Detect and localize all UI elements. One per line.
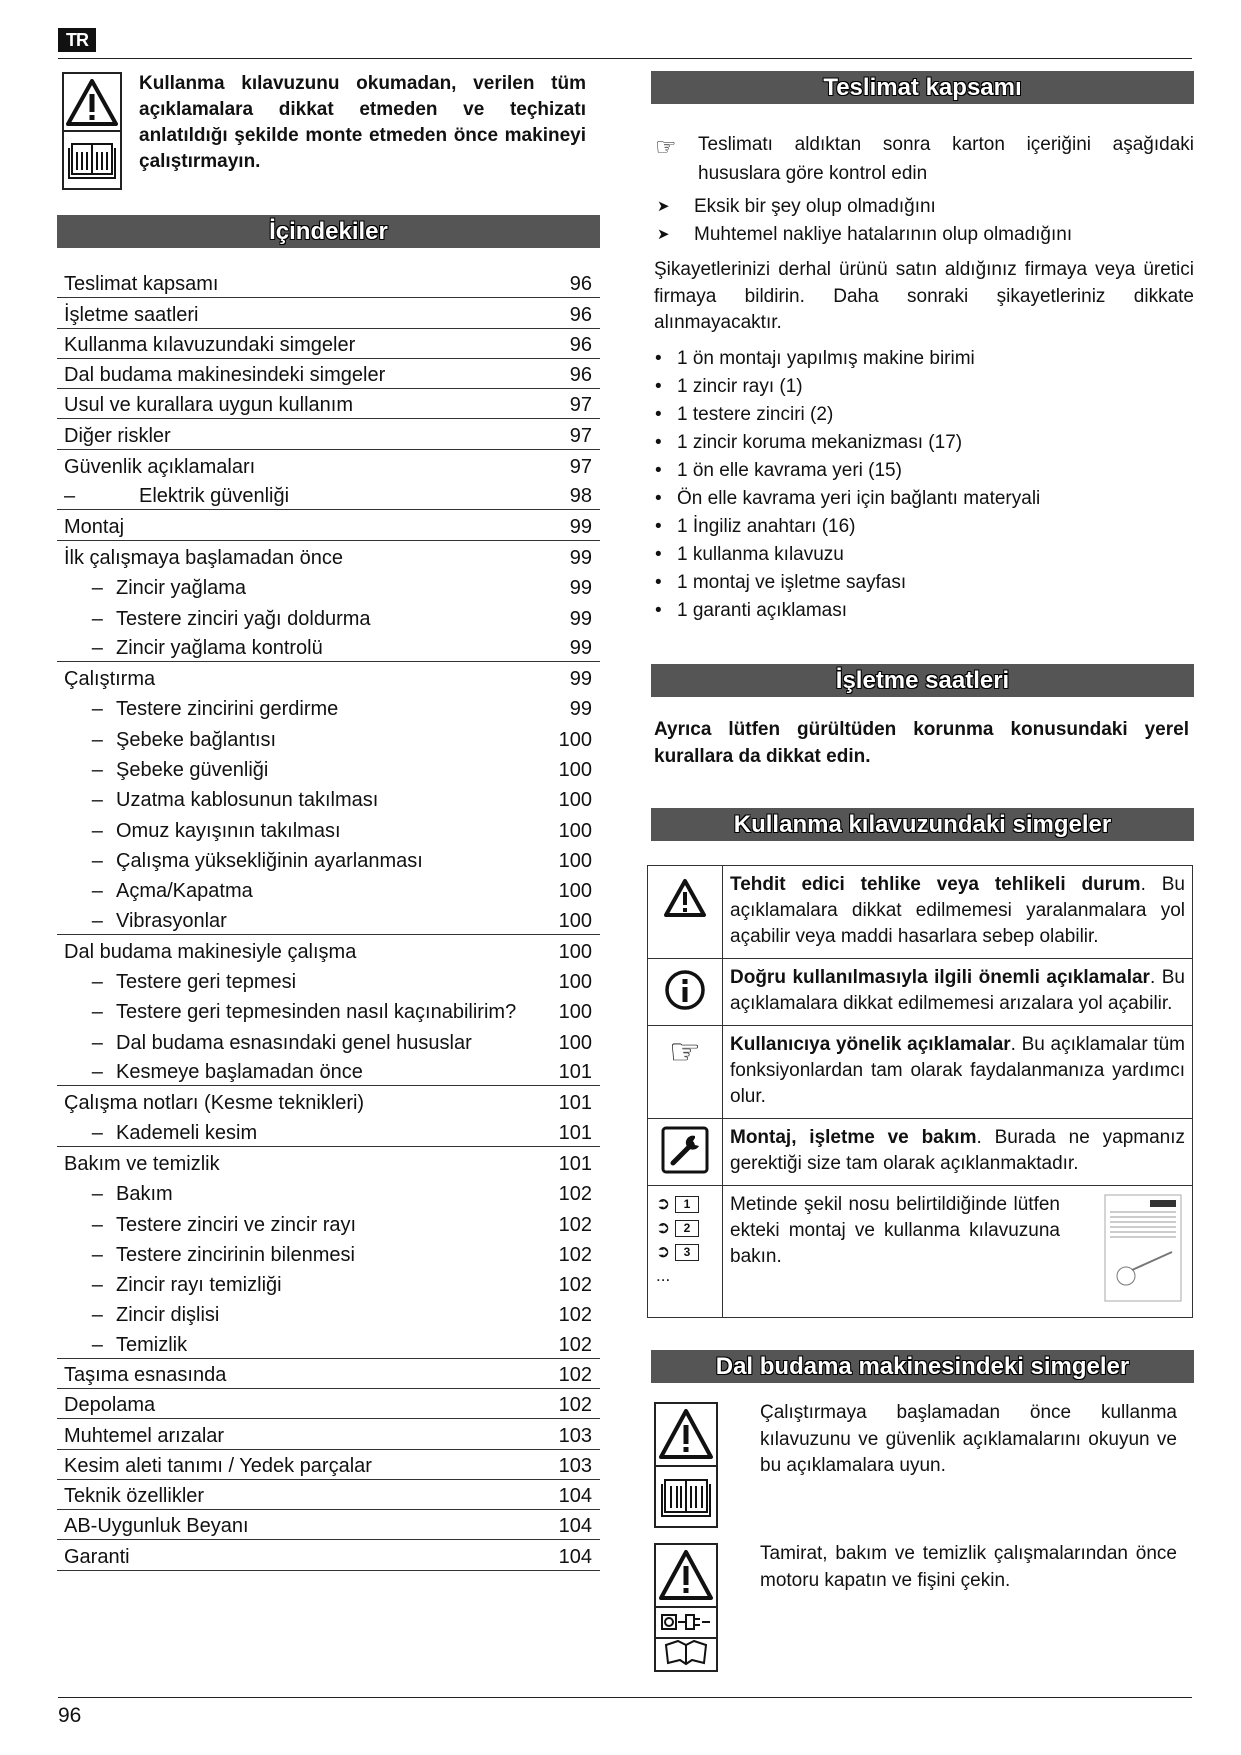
toc-row[interactable] — [57, 1450, 600, 1480]
delivery-title: Teslimat kapsamı — [651, 71, 1194, 104]
toc-page-number: 101 — [558, 1061, 592, 1084]
toc-row[interactable] — [57, 1056, 600, 1086]
toc-entry-label: Taşıma esnasında — [64, 1363, 227, 1386]
figure-ref: ➲ 1 — [656, 1192, 722, 1216]
toc-row[interactable] — [57, 753, 600, 783]
toc-row[interactable] — [57, 935, 600, 965]
toc-title: İçindekiler — [57, 215, 600, 248]
toc-row[interactable] — [57, 1268, 600, 1298]
delivery-items — [652, 345, 1192, 625]
toc-entry-title — [64, 456, 552, 479]
warning-icon-box — [62, 72, 122, 190]
toc-row[interactable] — [57, 995, 600, 1025]
list-item: ➤ Muhtemel nakliye hatalarının olup olmadığını — [654, 221, 1194, 249]
list-item: • 1 zincir rayı (1) — [652, 373, 1192, 401]
toc-entry-label: Kademeli kesim — [116, 1121, 258, 1144]
toc-entry-title — [64, 394, 552, 417]
toc-dash: – — [64, 698, 103, 721]
toc-entry-title — [64, 334, 552, 357]
toc-row[interactable] — [57, 1116, 600, 1146]
toc-entry-label: Güvenlik açıklamaları — [64, 456, 256, 479]
toc-entry-title — [64, 304, 552, 327]
toc-dash: – — [64, 849, 103, 872]
toc-page-number: 104 — [558, 1485, 592, 1508]
toc-entry-title — [64, 1032, 552, 1055]
list-item: • 1 testere zinciri (2) — [652, 401, 1192, 429]
toc-row[interactable] — [57, 965, 600, 995]
toc-entry-title — [64, 880, 552, 903]
toc-entry-title — [64, 1394, 552, 1417]
toc-dash: – — [64, 1031, 103, 1054]
machine-symbol-text-1: Çalıştırmaya başlamadan önce kullanma kılavuzunu ve güvenlik açıklamalarını okuyun ve bu açıklamalara uyun. — [760, 1402, 1177, 1476]
table-row — [648, 1026, 1193, 1119]
toc-row[interactable] — [57, 874, 600, 904]
toc-row[interactable] — [57, 632, 600, 662]
toc-entry-title — [64, 1515, 552, 1538]
toc-row[interactable] — [57, 510, 600, 540]
toc-entry-label: Usul ve kurallara uygun kullanım — [64, 394, 354, 417]
toc-dash: – — [64, 1243, 103, 1266]
toc-dash: – — [64, 1213, 103, 1236]
toc-entry-label: Kesmeye başlamadan önce — [116, 1061, 363, 1084]
symbol-bold-text: Kullanıcıya yönelik açıklamalar — [730, 1034, 1011, 1055]
toc-entry-title — [64, 485, 552, 508]
toc-entry-title — [64, 1122, 552, 1145]
toc-page-number: 100 — [558, 971, 592, 994]
toc-page-number: 99 — [569, 515, 592, 538]
toc-entry-title — [64, 971, 552, 994]
toc-page-number: 96 — [569, 303, 592, 326]
toc-entry-label: Bakım ve temizlik — [64, 1152, 220, 1175]
toc-entry-label: Zincir dişlisi — [116, 1304, 220, 1327]
toc-dash: – — [64, 607, 103, 630]
toc-entry-title — [64, 364, 552, 387]
toc-entry-title — [64, 1485, 552, 1508]
toc-dash: – — [64, 1121, 103, 1144]
wrench-icon — [661, 1126, 709, 1174]
toc-page-number: 100 — [558, 759, 592, 782]
toc-page-number: 99 — [569, 636, 592, 659]
toc-row[interactable] — [57, 783, 600, 813]
toc-entry-label: Garanti — [64, 1545, 130, 1568]
toc-entry-title — [64, 1153, 552, 1176]
toc-entry-title — [64, 577, 552, 600]
toc-dash: – — [64, 577, 103, 600]
toc-dash: – — [64, 636, 103, 659]
warning-triangle-icon — [656, 1545, 716, 1670]
toc-entry-label: İşletme saatleri — [64, 303, 199, 326]
toc-row[interactable] — [57, 1419, 600, 1449]
toc-dash: – — [64, 1333, 103, 1356]
toc-entry-label: Testere zincirinin bilenmesi — [116, 1243, 355, 1266]
manual-symbols-title: Kullanma kılavuzundaki simgeler — [651, 808, 1194, 841]
toc-entry-label: Teslimat kapsamı — [64, 273, 219, 296]
toc-page-number: 100 — [558, 849, 592, 872]
toc-row[interactable] — [57, 1177, 600, 1207]
toc-entry-title — [64, 1364, 552, 1387]
toc-entry-title — [64, 1425, 552, 1448]
table-row — [648, 959, 1193, 1026]
symbol-text: . Bu açıklamalara dikkat edilmemesi yaralanmalara yol açabilir veya maddi hasarlara sebep olabilir. — [730, 874, 1185, 947]
toc-entry-title — [64, 1214, 552, 1237]
toc-page-number: 98 — [569, 485, 592, 508]
toc-entry-label: Zincir rayı temizliği — [116, 1274, 282, 1297]
toc-page-number: 100 — [558, 880, 592, 903]
toc-entry-title — [64, 789, 552, 812]
toc-entry-label: İlk çalışmaya başlamadan önce — [64, 546, 344, 569]
toc-page-number: 100 — [558, 789, 592, 812]
toc-entry-label: Teknik özellikler — [64, 1485, 205, 1508]
hours-title: İşletme saatleri — [651, 664, 1194, 697]
machine-symbol-unplug-box — [654, 1543, 718, 1672]
toc-dash: – — [64, 1304, 103, 1327]
symbol-bold-text: Montaj, işletme ve bakım — [730, 1127, 977, 1148]
toc-entry-label: Şebeke güvenliği — [116, 759, 269, 782]
toc-dash: – — [64, 909, 103, 932]
toc-entry-label: Şebeke bağlantısı — [116, 728, 277, 751]
toc-row[interactable] — [57, 904, 600, 934]
toc-entry-label: Dal budama makinesindeki simgeler — [64, 364, 386, 387]
toc-dash: – — [64, 789, 103, 812]
toc-dash: – — [64, 819, 103, 842]
warning-triangle-icon — [656, 1404, 716, 1526]
toc-entry-label: Kullanma kılavuzundaki simgeler — [64, 333, 356, 356]
unplug-icon — [662, 1615, 710, 1629]
toc-page-number: 99 — [569, 607, 592, 630]
read-manual-icon — [69, 144, 115, 178]
toc-entry-label: Testere zinciri yağı doldurma — [116, 607, 371, 630]
toc-entry-title — [64, 850, 552, 873]
toc-row[interactable] — [57, 844, 600, 874]
toc-entry-title — [64, 729, 552, 752]
toc-row[interactable] — [57, 1359, 600, 1389]
list-item: • 1 ön montajı yapılmış makine birimi — [652, 345, 1192, 373]
toc-page-number: 102 — [558, 1274, 592, 1297]
footer-rule — [58, 1697, 1192, 1698]
toc-page-number: 100 — [558, 1031, 592, 1054]
delivery-complaint: Şikayetlerinizi derhal ürünü satın aldığınız firmaya veya üretici firmaya bildirin. Daha sonraki şikayetleriniz dikkate alınmayacaktır. — [654, 259, 1194, 333]
read-manual-icon — [666, 1641, 706, 1664]
toc-entry-title — [64, 425, 552, 448]
header-rule — [58, 58, 1192, 59]
symbol-text: . Burada ne yapmanız gerektiği size tam olarak açıklanmaktadır. — [730, 1127, 1185, 1174]
toc-row[interactable] — [57, 1086, 600, 1116]
toc-entry-label: Depolama — [64, 1394, 156, 1417]
toc-entry-label: Bakım — [116, 1183, 173, 1206]
toc-entry-label: Montaj — [64, 515, 125, 538]
toc-entry-title — [64, 820, 552, 843]
toc-row[interactable] — [57, 1480, 600, 1510]
list-item: • Ön elle kavrama yeri için bağlantı materyali — [652, 485, 1192, 513]
symbol-bold-text: Doğru kullanılmasıyla ilgili önemli açıklamalar — [730, 967, 1150, 988]
page-number: 96 — [58, 1704, 82, 1727]
toc-dash: – — [64, 880, 103, 903]
toc-page-number: 100 — [558, 728, 592, 751]
toc-entry-label: Testere geri tepmesi — [116, 971, 297, 994]
toc-page-number: 101 — [558, 1092, 592, 1115]
toc-page-number: 97 — [569, 394, 592, 417]
machine-symbols-title: Dal budama makinesindeki simgeler — [651, 1350, 1194, 1383]
toc-entry-title — [64, 668, 552, 691]
delivery-intro: Teslimatı aldıktan sonra karton içeriğini aşağıdaki hususlara göre kontrol edin — [698, 134, 1194, 184]
toc-row[interactable] — [57, 541, 600, 571]
toc-entry-title — [64, 1183, 552, 1206]
toc-row[interactable] — [57, 359, 600, 389]
toc-page-number: 100 — [558, 1001, 592, 1024]
toc-page-number: 102 — [558, 1394, 592, 1417]
toc-dash: – — [64, 485, 76, 508]
toc-page-number: 102 — [558, 1333, 592, 1356]
warning-triangle-icon — [662, 877, 708, 921]
toc-entry-label: Uzatma kablosunun takılması — [116, 789, 379, 812]
toc-entry-title — [64, 1244, 552, 1267]
list-item: • 1 ön elle kavrama yeri (15) — [652, 457, 1192, 485]
table-row — [648, 1119, 1193, 1186]
toc-entry-label: Çalıştırma — [64, 668, 156, 691]
warning-triangle-icon — [64, 74, 120, 188]
toc-page-number: 102 — [558, 1363, 592, 1386]
manual-symbols-table — [647, 865, 1193, 1318]
toc-page-number: 99 — [569, 698, 592, 721]
toc-page-number: 102 — [558, 1243, 592, 1266]
toc-page-number: 96 — [569, 273, 592, 296]
top-warning-text: Kullanma kılavuzunu okumadan, verilen tüm açıklamalara dikkat etmeden ve teçhizatı anlatıldığı şekilde monte etmeden önce makineyi çalıştırmayın. — [139, 73, 586, 172]
toc-page-number: 100 — [558, 909, 592, 932]
toc-row[interactable] — [57, 662, 600, 692]
toc-row[interactable] — [57, 1328, 600, 1358]
toc-page-number: 103 — [558, 1424, 592, 1447]
toc-row[interactable] — [57, 1389, 600, 1419]
toc-entry-title — [64, 1061, 552, 1084]
toc-page-number: 101 — [558, 1121, 592, 1144]
toc-row[interactable] — [57, 329, 600, 359]
toc-page-number: 99 — [569, 668, 592, 691]
toc-page-number: 97 — [569, 424, 592, 447]
toc-entry-title — [64, 1334, 552, 1357]
list-item: • 1 garanti açıklaması — [652, 597, 1192, 625]
hand-pointer-icon: ☞ — [655, 134, 677, 161]
toc-entry-title — [64, 1092, 552, 1115]
toc-row[interactable] — [57, 389, 600, 419]
toc-entry-title — [64, 910, 552, 933]
info-icon — [663, 968, 707, 1012]
toc-dash: – — [64, 971, 103, 994]
toc-page-number: 102 — [558, 1183, 592, 1206]
delivery-checks — [654, 193, 1194, 249]
toc-dash: – — [64, 759, 103, 782]
toc-entry-label: Dal budama makinesiyle çalışma — [64, 940, 357, 963]
manual-thumbnail-icon — [1104, 1194, 1182, 1302]
toc-entry-title — [64, 1001, 552, 1024]
list-item: • 1 zincir koruma mekanizması (17) — [652, 429, 1192, 457]
toc-entry-label: Kesim aleti tanımı / Yedek parçalar — [64, 1454, 372, 1477]
toc-page-number: 104 — [558, 1515, 592, 1538]
hours-text: Ayrıca lütfen gürültüden korunma konusundaki yerel kurallara da dikkat edin. — [654, 719, 1189, 767]
toc-page-number: 102 — [558, 1213, 592, 1236]
toc-entry-label: Temizlik — [116, 1333, 188, 1356]
toc-row[interactable] — [57, 1540, 600, 1570]
toc-entry-title — [64, 1304, 552, 1327]
toc-row[interactable] — [57, 298, 600, 328]
table-of-contents — [57, 268, 600, 1571]
toc-row[interactable] — [57, 1025, 600, 1055]
figure-text: Metinde şekil nosu belirtildiğinde lütfen ekteki montaj ve kullanma kılavuzuna bakın. — [730, 1194, 1060, 1267]
toc-entry-title — [64, 1274, 552, 1297]
hand-pointer-icon: ☞ — [668, 1031, 702, 1072]
toc-row[interactable] — [57, 1147, 600, 1177]
toc-entry-label: Vibrasyonlar — [116, 909, 227, 932]
toc-row[interactable] — [57, 722, 600, 752]
symbol-text: . Bu açıklamalar tüm fonksiyonlardan tam olarak faydalanmanıza yardımcı olur. — [730, 1034, 1185, 1107]
toc-entry-label: Elektrik güvenliği — [139, 485, 290, 508]
toc-page-number: 104 — [558, 1545, 592, 1568]
toc-entry-title — [64, 941, 552, 964]
toc-row[interactable] — [57, 1298, 600, 1328]
toc-page-number: 101 — [558, 1152, 592, 1175]
toc-row[interactable] — [57, 268, 600, 298]
toc-entry-title — [64, 698, 552, 721]
toc-entry-label: Testere geri tepmesinden nasıl kaçınabilirim? — [116, 1001, 517, 1024]
toc-page-number: 97 — [569, 456, 592, 479]
toc-row[interactable] — [57, 813, 600, 843]
table-row — [648, 1186, 1193, 1318]
toc-entry-title — [64, 759, 552, 782]
symbol-text: . Bu açıklamalara dikkat edilmemesi arızalara yol açabilir. — [730, 967, 1185, 1014]
toc-entry-label: Diğer riskler — [64, 424, 171, 447]
toc-page-number: 96 — [569, 364, 592, 387]
list-item: • 1 montaj ve işletme sayfası — [652, 569, 1192, 597]
toc-entry-label: AB-Uygunluk Beyanı — [64, 1515, 249, 1538]
read-manual-icon — [662, 1480, 710, 1516]
toc-entry-label: Zincir yağlama — [116, 577, 247, 600]
figure-ref: ➲ 3 — [656, 1240, 722, 1264]
toc-entry-title — [64, 516, 552, 539]
toc-row[interactable] — [57, 1207, 600, 1237]
toc-row[interactable] — [57, 601, 600, 631]
figure-ref: ➲ 2 — [656, 1216, 722, 1240]
toc-row[interactable] — [57, 692, 600, 722]
figure-more: ... — [656, 1266, 671, 1285]
toc-row[interactable] — [57, 419, 600, 449]
machine-symbol-text-2: Tamirat, bakım ve temizlik çalışmalarından önce motoru kapatın ve fişini çekin. — [760, 1543, 1177, 1591]
toc-dash: – — [64, 728, 103, 751]
toc-dash: – — [64, 1274, 103, 1297]
toc-row[interactable] — [57, 1510, 600, 1540]
machine-symbol-manual-box — [654, 1402, 718, 1528]
toc-entry-title — [64, 1455, 552, 1478]
list-item: ➤ Eksik bir şey olup olmadığını — [654, 193, 1194, 221]
toc-page-number: 99 — [569, 577, 592, 600]
toc-page-number: 103 — [558, 1454, 592, 1477]
toc-page-number: 100 — [558, 819, 592, 842]
toc-dash: – — [64, 1001, 103, 1024]
symbol-bold-text: Tehdit edici tehlike veya tehlikeli durum — [730, 874, 1141, 895]
toc-entry-label: Testere zinciri ve zincir rayı — [116, 1213, 357, 1236]
toc-entry-title — [64, 608, 552, 631]
toc-entry-title — [64, 547, 552, 570]
list-item: • 1 İngiliz anahtarı (16) — [652, 513, 1192, 541]
language-badge: TR — [58, 28, 96, 52]
toc-entry-label: Omuz kayışının takılması — [116, 819, 341, 842]
toc-row[interactable] — [57, 480, 600, 510]
toc-row[interactable] — [57, 571, 600, 601]
toc-entry-label: Muhtemel arızalar — [64, 1424, 225, 1447]
toc-row[interactable] — [57, 1238, 600, 1268]
toc-row[interactable] — [57, 450, 600, 480]
toc-page-number: 96 — [569, 333, 592, 356]
toc-page-number: 102 — [558, 1304, 592, 1327]
list-item: • 1 kullanma kılavuzu — [652, 541, 1192, 569]
toc-page-number: 100 — [558, 940, 592, 963]
toc-entry-label: Açma/Kapatma — [116, 880, 253, 903]
toc-entry-label: Zincir yağlama kontrolü — [116, 636, 323, 659]
toc-entry-title — [64, 273, 552, 296]
toc-entry-label: Testere zincirini gerdirme — [116, 698, 339, 721]
table-row — [648, 866, 1193, 959]
toc-page-number: 99 — [569, 546, 592, 569]
toc-entry-label: Dal budama esnasındaki genel hususlar — [116, 1031, 472, 1054]
toc-entry-title — [64, 1546, 552, 1569]
toc-dash: – — [64, 1183, 103, 1206]
toc-dash: – — [64, 1061, 103, 1084]
toc-entry-label: Çalışma notları (Kesme teknikleri) — [64, 1092, 365, 1115]
toc-entry-label: Çalışma yüksekliğinin ayarlanması — [116, 849, 423, 872]
toc-entry-title — [64, 637, 552, 660]
